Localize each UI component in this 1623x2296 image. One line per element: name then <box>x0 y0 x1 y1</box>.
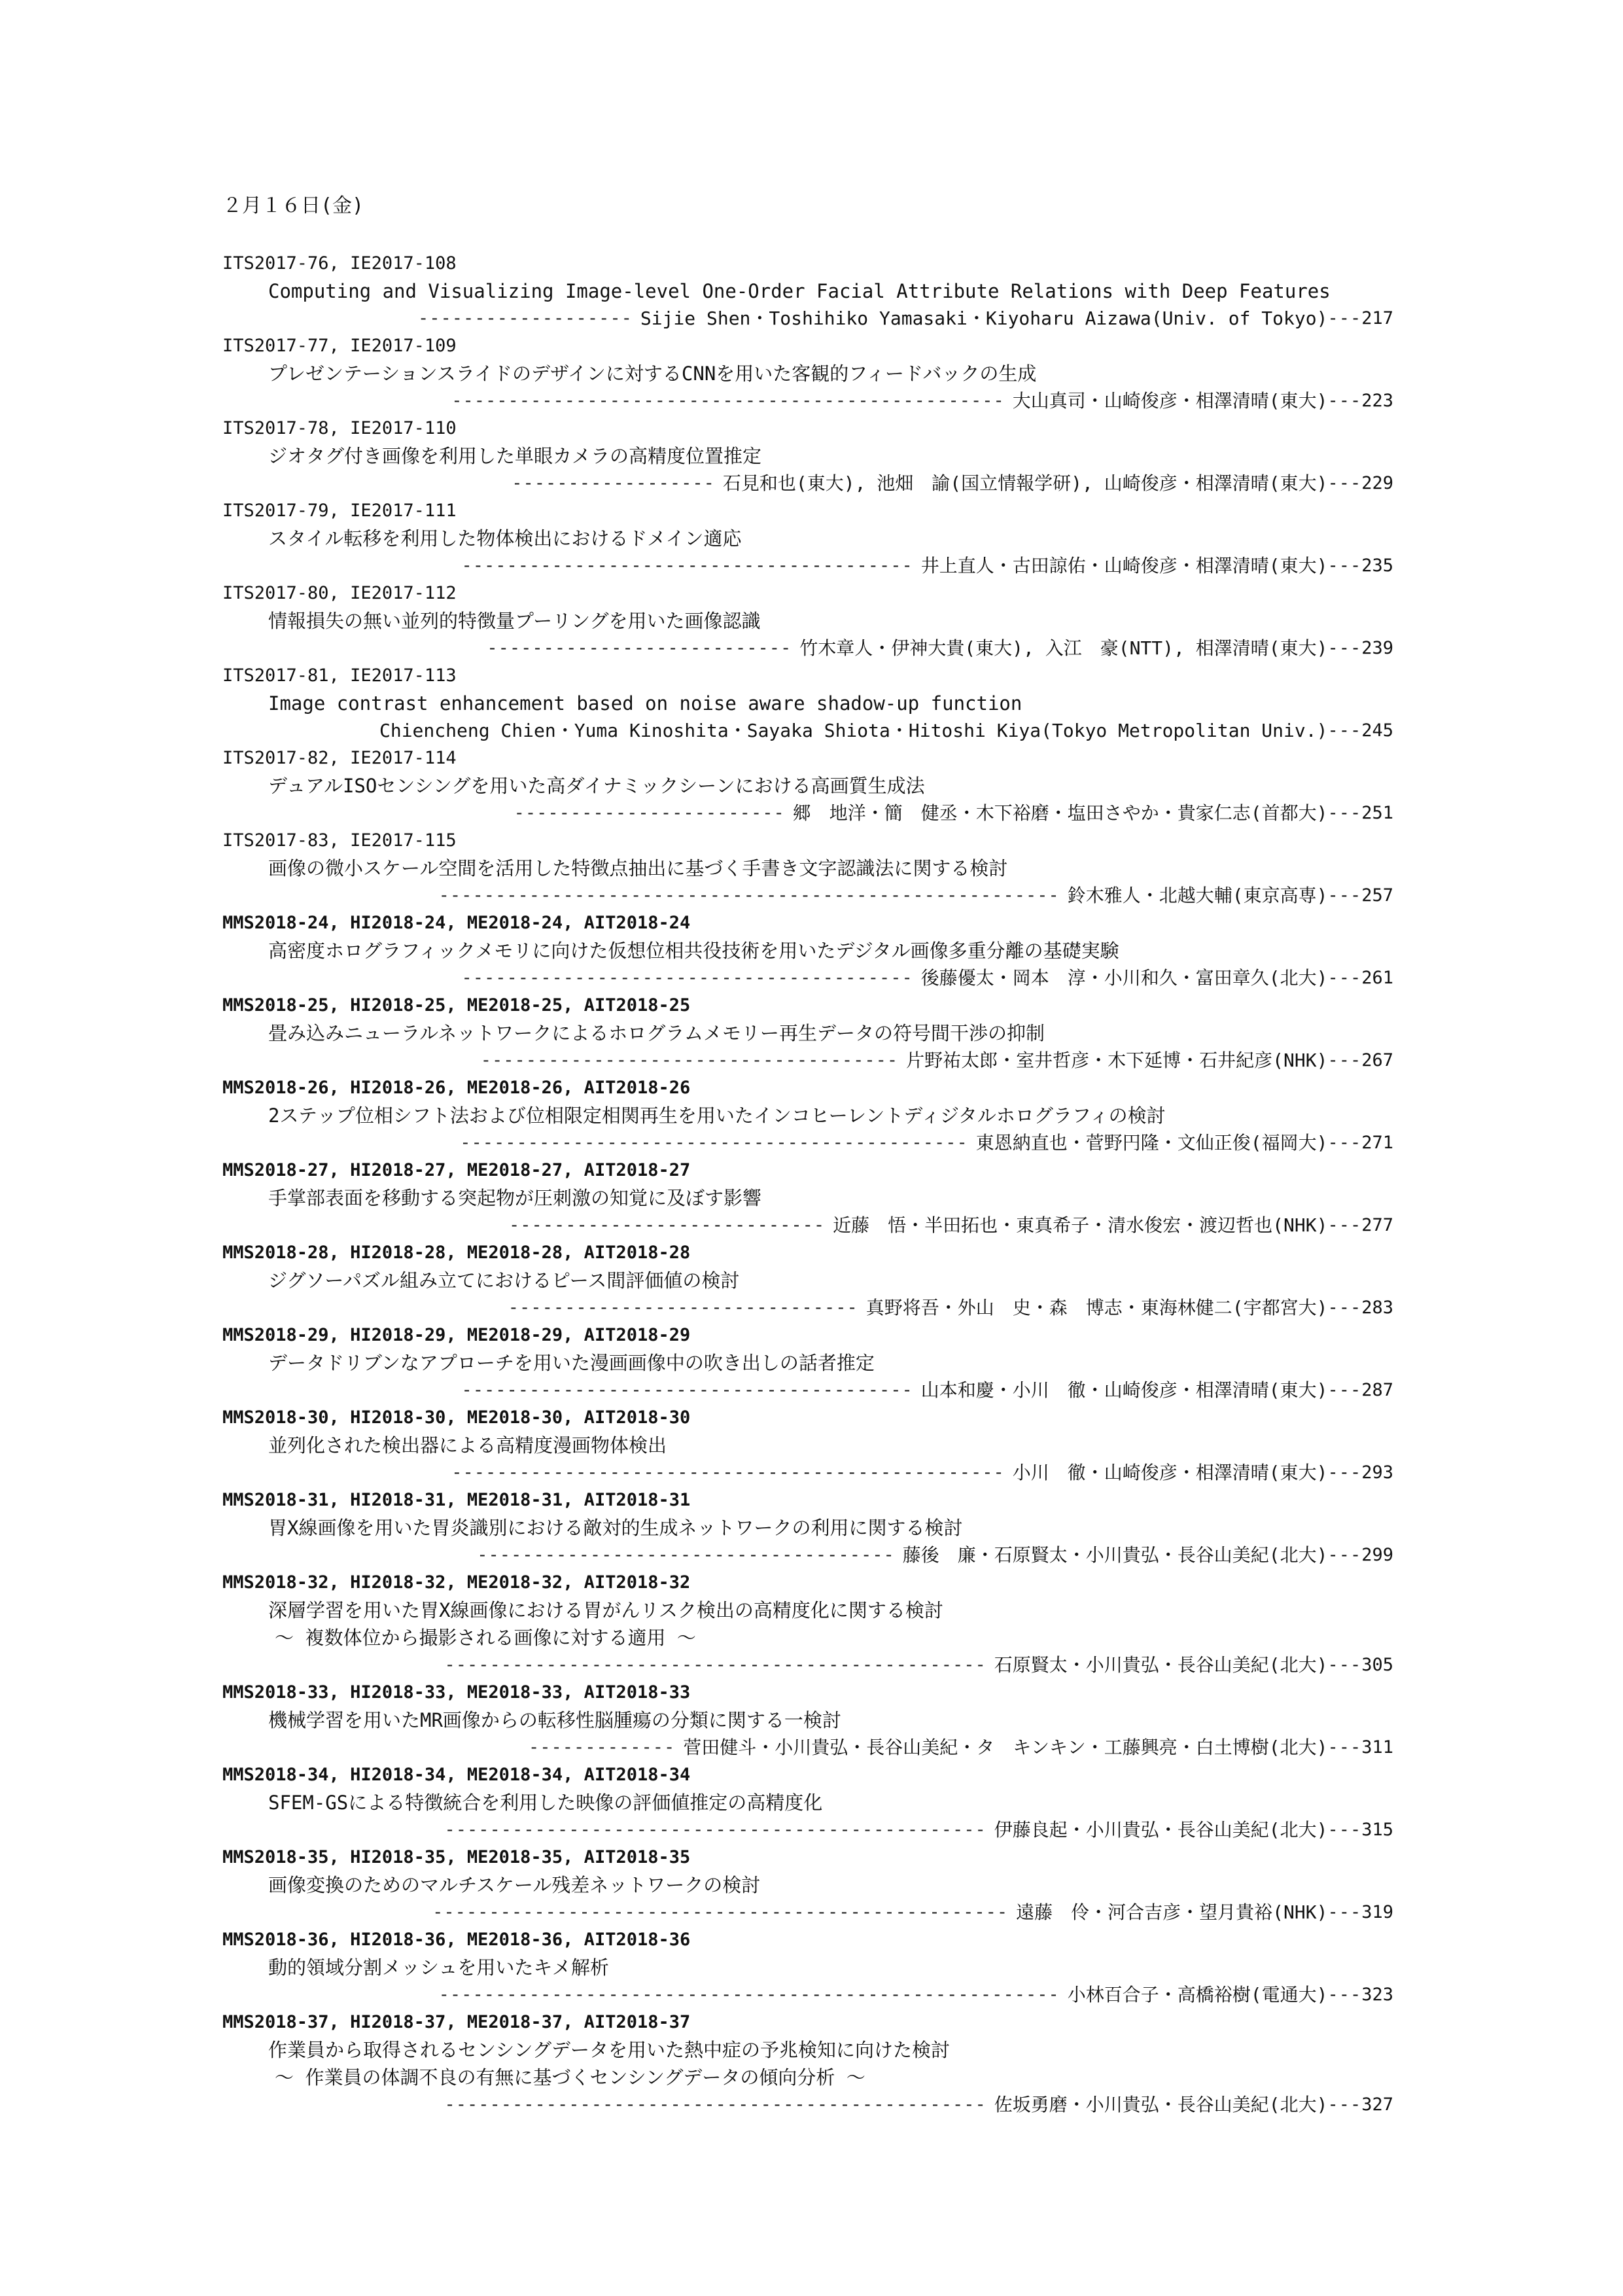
leader-dashes: ------------------------------- <box>508 1298 858 1318</box>
page-separator: --- <box>1327 473 1362 493</box>
author-line <box>222 1294 1393 1322</box>
leader-dashes: ------------------------------------------------ <box>444 1655 986 1675</box>
paper-code: MMS2018-29, HI2018-29, ME2018-29, AIT2018-29 <box>222 1325 691 1345</box>
author-line <box>222 1981 1393 2009</box>
paper-code: MMS2018-37, HI2018-37, ME2018-37, AIT2018-37 <box>222 2012 691 2032</box>
page-number: 315 <box>1361 1820 1393 1840</box>
author-line <box>222 882 1393 910</box>
page-separator: --- <box>1327 1462 1362 1483</box>
paper-authors: 竹木章人・伊神大貴(東大), 入江 豪(NTT), 相澤清晴(東大) <box>799 637 1328 659</box>
author-line <box>222 1734 1393 1761</box>
page-separator: --- <box>1327 638 1362 658</box>
paper-title: 情報損失の無い並列的特徴量プーリングを用いた画像認識 <box>268 610 761 632</box>
leader-dashes: ------------------------------------------------- <box>451 391 1005 411</box>
page-separator: --- <box>1327 1380 1362 1400</box>
paper-title: Image contrast enhancement based on noise aware shadow-up function <box>268 692 1022 715</box>
paper-title: 動的領域分割メッシュを用いたキメ解析 <box>268 1956 609 1979</box>
paper-entry <box>222 1239 1393 1322</box>
page-separator: --- <box>1327 556 1362 576</box>
paper-code: ITS2017-82, IE2017-114 <box>222 748 457 768</box>
paper-code: ITS2017-77, IE2017-109 <box>222 336 457 356</box>
paper-authors: 東恩納直也・菅野円隆・文仙正俊(福岡大) <box>975 1132 1328 1154</box>
page-number: 229 <box>1361 473 1393 493</box>
page-number: 323 <box>1361 1985 1393 2005</box>
paper-title: 機械学習を用いたMR画像からの転移性脳腫瘍の分類に関する一検討 <box>268 1709 841 1731</box>
paper-authors: 鈴木雅人・北越大輔(東京高専) <box>1067 885 1328 906</box>
paper-code: ITS2017-83, IE2017-115 <box>222 830 457 851</box>
page-number: 283 <box>1361 1298 1393 1318</box>
paper-entry <box>222 910 1393 992</box>
page-number: 271 <box>1361 1133 1393 1153</box>
paper-authors: 藤後 廉・石原賢太・小川貴弘・長谷山美紀(北大) <box>902 1544 1328 1566</box>
paper-code: MMS2018-27, HI2018-27, ME2018-27, AIT2018-27 <box>222 1160 691 1180</box>
author-line <box>222 305 1393 332</box>
paper-code: MMS2018-28, HI2018-28, ME2018-28, AIT2018-28 <box>222 1243 691 1263</box>
leader-dashes: ---------------------------------------- <box>461 556 913 576</box>
author-line <box>222 1816 1393 1844</box>
paper-code: MMS2018-31, HI2018-31, ME2018-31, AIT2018-31 <box>222 1490 691 1510</box>
paper-code: ITS2017-76, IE2017-108 <box>222 253 457 274</box>
paper-entry <box>222 745 1393 827</box>
page-number: 327 <box>1361 2094 1393 2115</box>
page-number: 223 <box>1361 391 1393 411</box>
page-number: 235 <box>1361 556 1393 576</box>
author-line <box>222 1129 1393 1157</box>
paper-authors: 石見和也(東大), 池畑 諭(国立情報学研), 山崎俊彦・相澤清晴(東大) <box>722 472 1328 494</box>
paper-title: 胃X線画像を用いた胃炎識別における敵対的生成ネットワークの利用に関する検討 <box>268 1517 963 1539</box>
paper-code: ITS2017-79, IE2017-111 <box>222 501 457 521</box>
paper-code: ITS2017-80, IE2017-112 <box>222 583 457 603</box>
page-separator: --- <box>1327 2094 1362 2115</box>
leader-dashes: ------------------------ <box>514 803 785 823</box>
page-separator: --- <box>1327 1215 1362 1235</box>
paper-entry <box>222 1487 1393 1569</box>
paper-title: ジオタグ付き画像を利用した単眼カメラの高精度位置推定 <box>268 445 762 467</box>
paper-authors: 遠藤 伶・河合吉彦・望月貴裕(NHK) <box>1016 1901 1328 1923</box>
page-number: 311 <box>1361 1737 1393 1757</box>
author-line <box>222 1651 1393 1679</box>
paper-code: MMS2018-32, HI2018-32, ME2018-32, AIT2018-32 <box>222 1572 691 1593</box>
paper-title: Computing and Visualizing Image-level One-Order Facial Attribute Relations with Deep Features <box>268 280 1331 302</box>
paper-subtitle: ～ 複数体位から撮影される画像に対する適用 ～ <box>275 1627 696 1649</box>
paper-title: 畳み込みニューラルネットワークによるホログラムメモリー再生データの符号間干渉の抑制 <box>268 1022 1045 1044</box>
leader-dashes: --------------------------------------------------- <box>432 1902 1009 1922</box>
page-number: 251 <box>1361 803 1393 823</box>
page-separator: --- <box>1327 1545 1362 1565</box>
leader-dashes: ------------------------------------- <box>480 1050 899 1070</box>
paper-authors: 真野将吾・外山 史・森 博志・東海林健二(宇都宮大) <box>865 1297 1328 1318</box>
page-separator: --- <box>1327 308 1362 328</box>
paper-title: データドリブンなアプローチを用いた漫画画像中の吹き出しの話者推定 <box>268 1352 875 1374</box>
paper-authors: 山本和慶・小川 徹・山崎俊彦・相澤清晴(東大) <box>920 1379 1328 1401</box>
leader-dashes: ------------------------------------------------------- <box>438 885 1060 906</box>
paper-title: 深層学習を用いた胃X線画像における胃がんリスク検出の高精度化に関する検討 <box>268 1599 943 1621</box>
leader-dashes: ---------------------------------------- <box>461 1380 913 1400</box>
author-line <box>222 635 1393 662</box>
paper-authors: 石原賢太・小川貴弘・長谷山美紀(北大) <box>994 1654 1328 1676</box>
page-number: 245 <box>1361 720 1393 741</box>
leader-dashes: --------------------------------------------- <box>460 1133 968 1153</box>
paper-code: MMS2018-24, HI2018-24, ME2018-24, AIT2018-24 <box>222 913 691 933</box>
paper-title: プレゼンテーションスライドのデザインに対するCNNを用いた客観的フィードバックの生成 <box>268 362 1037 385</box>
paper-authors: 後藤優太・岡本 淳・小川和久・富田章久(北大) <box>920 967 1328 989</box>
paper-code: MMS2018-33, HI2018-33, ME2018-33, AIT2018-33 <box>222 1682 691 1703</box>
paper-entry <box>222 1157 1393 1239</box>
paper-entry <box>222 1679 1393 1761</box>
leader-dashes: --------------------------- <box>487 638 792 658</box>
paper-authors: Chiencheng Chien・Yuma Kinoshita・Sayaka Shiota・Hitoshi Kiya(Tokyo Metropolitan Univ.) <box>379 720 1328 741</box>
paper-code: ITS2017-81, IE2017-113 <box>222 665 457 686</box>
paper-entry <box>222 332 1393 415</box>
page-separator: --- <box>1327 885 1362 906</box>
author-line <box>222 964 1393 992</box>
paper-entry <box>222 1404 1393 1487</box>
leader-dashes: ------------------- <box>417 308 633 328</box>
page-separator: --- <box>1327 1655 1362 1675</box>
paper-authors: 佐坂勇磨・小川貴弘・長谷山美紀(北大) <box>994 2094 1328 2115</box>
paper-entry <box>222 1926 1393 2009</box>
author-line <box>222 2091 1393 2119</box>
author-line <box>222 552 1393 580</box>
paper-entry <box>222 580 1393 662</box>
paper-entry <box>222 1322 1393 1404</box>
paper-title: 作業員から取得されるセンシングデータを用いた熱中症の予兆検知に向けた検討 <box>268 2039 950 2061</box>
page-separator: --- <box>1327 803 1362 823</box>
paper-title: デュアルISOセンシングを用いた高ダイナミックシーンにおける高画質生成法 <box>268 775 925 797</box>
page-separator: --- <box>1327 1050 1362 1070</box>
leader-dashes: ---------------------------------------- <box>461 968 913 988</box>
paper-code: MMS2018-35, HI2018-35, ME2018-35, AIT2018-35 <box>222 1847 691 1867</box>
leader-dashes: ------------------------------------------------- <box>451 1462 1005 1483</box>
paper-authors: 小林百合子・高橋裕樹(電通大) <box>1067 1984 1328 2005</box>
paper-title: 並列化された検出器による高精度漫画物体検出 <box>268 1434 667 1457</box>
paper-title: 画像変換のためのマルチスケール残差ネットワークの検討 <box>268 1874 761 1896</box>
paper-authors: 片野祐太郎・室井哲彦・木下延博・石井紀彦(NHK) <box>906 1050 1328 1071</box>
leader-dashes: ------------------------------------------------ <box>444 1820 986 1840</box>
paper-entry <box>222 415 1393 497</box>
paper-title: ジグソーパズル組み立てにおけるピース間評価値の検討 <box>268 1269 740 1292</box>
page-number: 277 <box>1361 1215 1393 1235</box>
paper-title: SFEM-GSによる特徴統合を利用した映像の評価値推定の高精度化 <box>268 1792 823 1814</box>
author-line <box>222 387 1393 415</box>
page-separator: --- <box>1327 1820 1362 1840</box>
paper-entry <box>222 1569 1393 1679</box>
page-number: 287 <box>1361 1380 1393 1400</box>
paper-entry <box>222 827 1393 910</box>
paper-entry <box>222 1844 1393 1926</box>
paper-authors: Sijie Shen・Toshihiko Yamasaki・Kiyoharu Aizawa(Univ. of Tokyo) <box>640 308 1328 329</box>
paper-entry <box>222 497 1393 580</box>
paper-entry <box>222 662 1393 745</box>
page-number: 217 <box>1361 308 1393 328</box>
leader-dashes: ------------------ <box>512 473 715 493</box>
paper-entry <box>222 1761 1393 1844</box>
author-line <box>222 1377 1393 1404</box>
paper-list <box>222 250 1393 2119</box>
page-number: 261 <box>1361 968 1393 988</box>
leader-dashes: ---------------------------- <box>508 1215 826 1235</box>
paper-authors: 伊藤良起・小川貴弘・長谷山美紀(北大) <box>994 1819 1328 1841</box>
author-line <box>222 800 1393 827</box>
paper-authors: 菅田健斗・小川貴弘・長谷山美紀・タ キンキン・工藤興亮・白土博樹(北大) <box>683 1737 1328 1758</box>
page-separator: --- <box>1327 1737 1362 1757</box>
paper-entry <box>222 2009 1393 2119</box>
author-line <box>222 1542 1393 1569</box>
author-line <box>222 1047 1393 1074</box>
page-separator: --- <box>1327 720 1362 741</box>
author-line <box>222 1899 1393 1926</box>
page-number: 299 <box>1361 1545 1393 1565</box>
paper-code: ITS2017-78, IE2017-110 <box>222 418 457 438</box>
author-line <box>222 470 1393 497</box>
paper-code: MMS2018-25, HI2018-25, ME2018-25, AIT2018-25 <box>222 995 691 1016</box>
paper-entry <box>222 1074 1393 1157</box>
page-number: 319 <box>1361 1902 1393 1922</box>
leader-dashes: ------------------------------------------------ <box>444 2094 986 2115</box>
page-separator: --- <box>1327 391 1362 411</box>
page-separator: --- <box>1327 1133 1362 1153</box>
page-separator: --- <box>1327 1902 1362 1922</box>
paper-authors: 井上直人・古田諒佑・山崎俊彦・相澤清晴(東大) <box>920 555 1328 576</box>
paper-title: 手掌部表面を移動する突起物が圧刺激の知覚に及ぼす影響 <box>268 1187 762 1209</box>
paper-title: 高密度ホログラフィックメモリに向けた仮想位相共役技術を用いたデジタル画像多重分離の基礎実験 <box>268 940 1119 962</box>
leader-dashes: ------------------------------------------------------- <box>438 1985 1060 2005</box>
paper-code: MMS2018-26, HI2018-26, ME2018-26, AIT2018-26 <box>222 1078 691 1098</box>
page-number: 267 <box>1361 1050 1393 1070</box>
paper-authors: 大山真司・山崎俊彦・相澤清晴(東大) <box>1012 390 1328 412</box>
paper-code: MMS2018-30, HI2018-30, ME2018-30, AIT2018-30 <box>222 1407 691 1428</box>
leader-dashes: ------------------------------------- <box>477 1545 895 1565</box>
page-number: 305 <box>1361 1655 1393 1675</box>
page-separator: --- <box>1327 1298 1362 1318</box>
page-separator: --- <box>1327 968 1362 988</box>
leader-dashes: ------------- <box>528 1737 676 1757</box>
paper-title: 画像の微小スケール空間を活用した特徴点抽出に基づく手書き文字認識法に関する検討 <box>268 857 1008 879</box>
page-separator: --- <box>1327 1985 1362 2005</box>
paper-title: スタイル転移を利用した物体検出におけるドメイン適応 <box>268 527 742 550</box>
paper-entry <box>222 250 1393 332</box>
author-line <box>222 717 1393 745</box>
paper-title: 2ステップ位相シフト法および位相限定相関再生を用いたインコヒーレントディジタルホログラフィの検討 <box>268 1104 1166 1127</box>
paper-authors: 小川 徹・山崎俊彦・相澤清晴(東大) <box>1012 1462 1328 1483</box>
paper-entry <box>222 992 1393 1074</box>
page-number: 257 <box>1361 885 1393 906</box>
page-number: 293 <box>1361 1462 1393 1483</box>
paper-code: MMS2018-34, HI2018-34, ME2018-34, AIT2018-34 <box>222 1765 691 1785</box>
session-date: ２月１６日(金) <box>222 194 364 217</box>
paper-code: MMS2018-36, HI2018-36, ME2018-36, AIT2018-36 <box>222 1930 691 1950</box>
page-number: 239 <box>1361 638 1393 658</box>
paper-subtitle: ～ 作業員の体調不良の有無に基づくセンシングデータの傾向分析 ～ <box>275 2066 865 2089</box>
paper-authors: 郷 地洋・簡 健丞・木下裕磨・塩田さやか・貴家仁志(首都大) <box>792 802 1328 824</box>
paper-authors: 近藤 悟・半田拓也・東真希子・清水俊宏・渡辺哲也(NHK) <box>833 1214 1328 1236</box>
author-line <box>222 1459 1393 1487</box>
author-line <box>222 1212 1393 1239</box>
